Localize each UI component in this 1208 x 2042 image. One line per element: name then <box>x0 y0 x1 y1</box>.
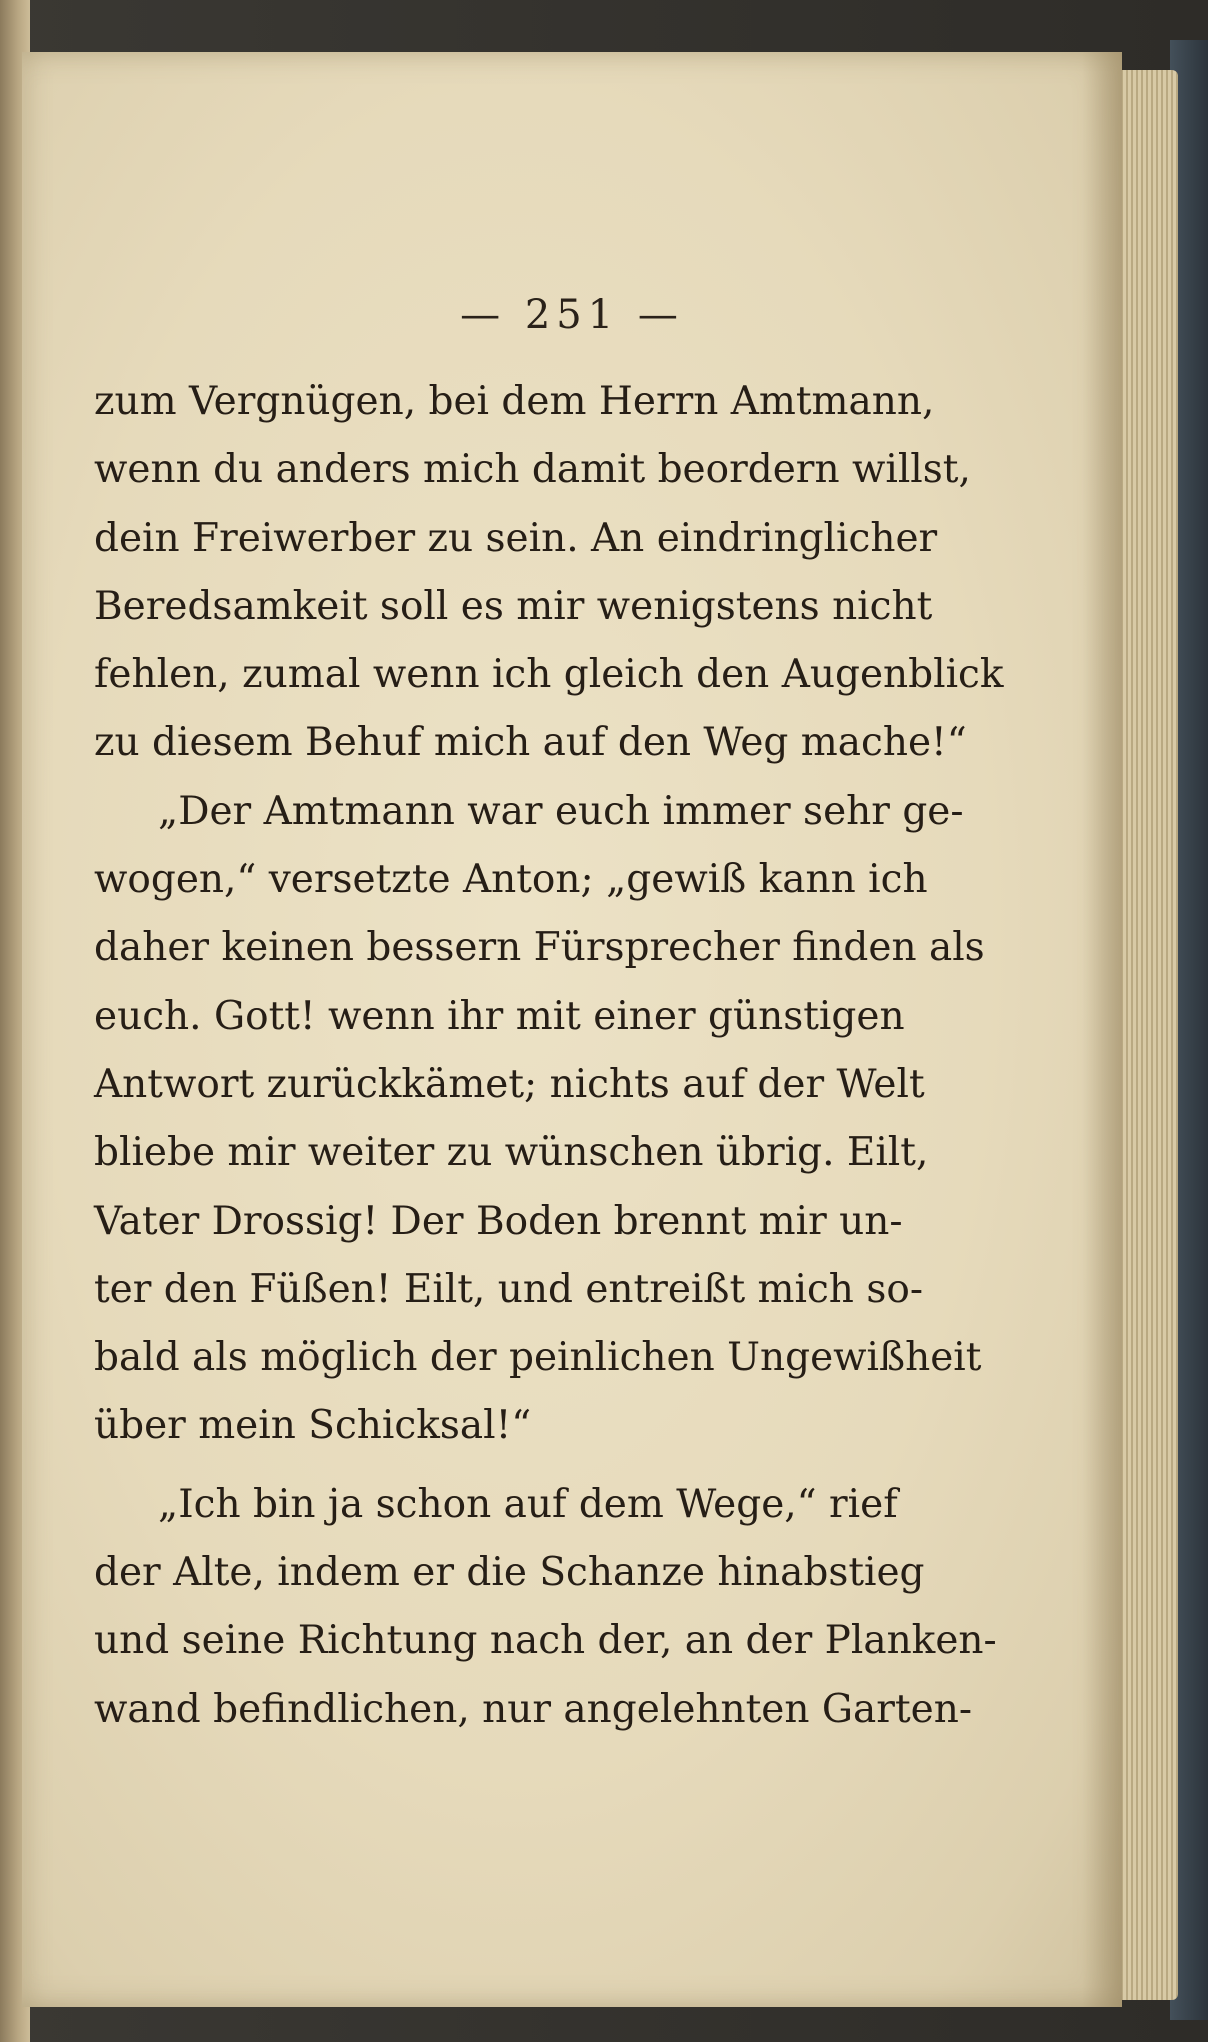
text-line: Antwort zurückkämet; nichts auf der Welt <box>94 1061 925 1107</box>
text-line: und seine Richtung nach der, an der Planken- <box>94 1618 997 1664</box>
text-line: bliebe mir weiter zu wünschen übrig. Eilt, <box>94 1130 929 1176</box>
page-shadow <box>1082 52 1122 2007</box>
paragraph-gap <box>94 1461 894 1471</box>
page-stack-edge <box>1118 70 1178 2000</box>
text-line: Vater Drossig! Der Boden brennt mir un- <box>94 1198 903 1244</box>
paragraph-2 <box>94 778 985 1461</box>
paragraph-3 <box>94 1471 997 1744</box>
text-line: wand befindlichen, nur angelehnten Garten- <box>94 1686 972 1732</box>
body-text <box>94 368 1004 1744</box>
text-line: dein Freiwerber zu sein. An eindringlicher <box>94 515 938 561</box>
text-line: ter den Füßen! Eilt, und entreißt mich so- <box>94 1266 923 1312</box>
text-line: zum Vergnügen, bei dem Herrn Amtmann, <box>94 379 935 424</box>
text-line: zu diesem Behuf mich auf den Weg mache!“ <box>94 720 967 766</box>
book-page <box>22 52 1122 2007</box>
text-line: Beredsamkeit soll es mir wenigstens nicht <box>94 583 933 629</box>
text-line: daher keinen bessern Fürsprecher finden als <box>94 925 985 971</box>
text-line: der Alte, indem er die Schanze hinabstieg <box>94 1550 925 1596</box>
text-line: „Der Amtmann war euch immer sehr ge- <box>158 788 964 834</box>
text-line: bald als möglich der peinlichen Ungewißheit <box>94 1335 982 1381</box>
text-line: fehlen, zumal wenn ich gleich den Augenblick <box>94 652 1004 698</box>
text-line: über mein Schicksal!“ <box>94 1403 532 1449</box>
paragraph-1 <box>94 368 1004 778</box>
page-number-header: — 251 — <box>460 292 684 338</box>
text-line: „Ich bin ja schon auf dem Wege,“ rief <box>158 1481 898 1527</box>
text-line: wenn du anders mich damit beordern willst, <box>94 447 971 493</box>
text-line: wogen,“ versetzte Anton; „gewiß kann ich <box>94 857 928 903</box>
text-line: euch. Gott! wenn ihr mit einer günstigen <box>94 993 905 1039</box>
